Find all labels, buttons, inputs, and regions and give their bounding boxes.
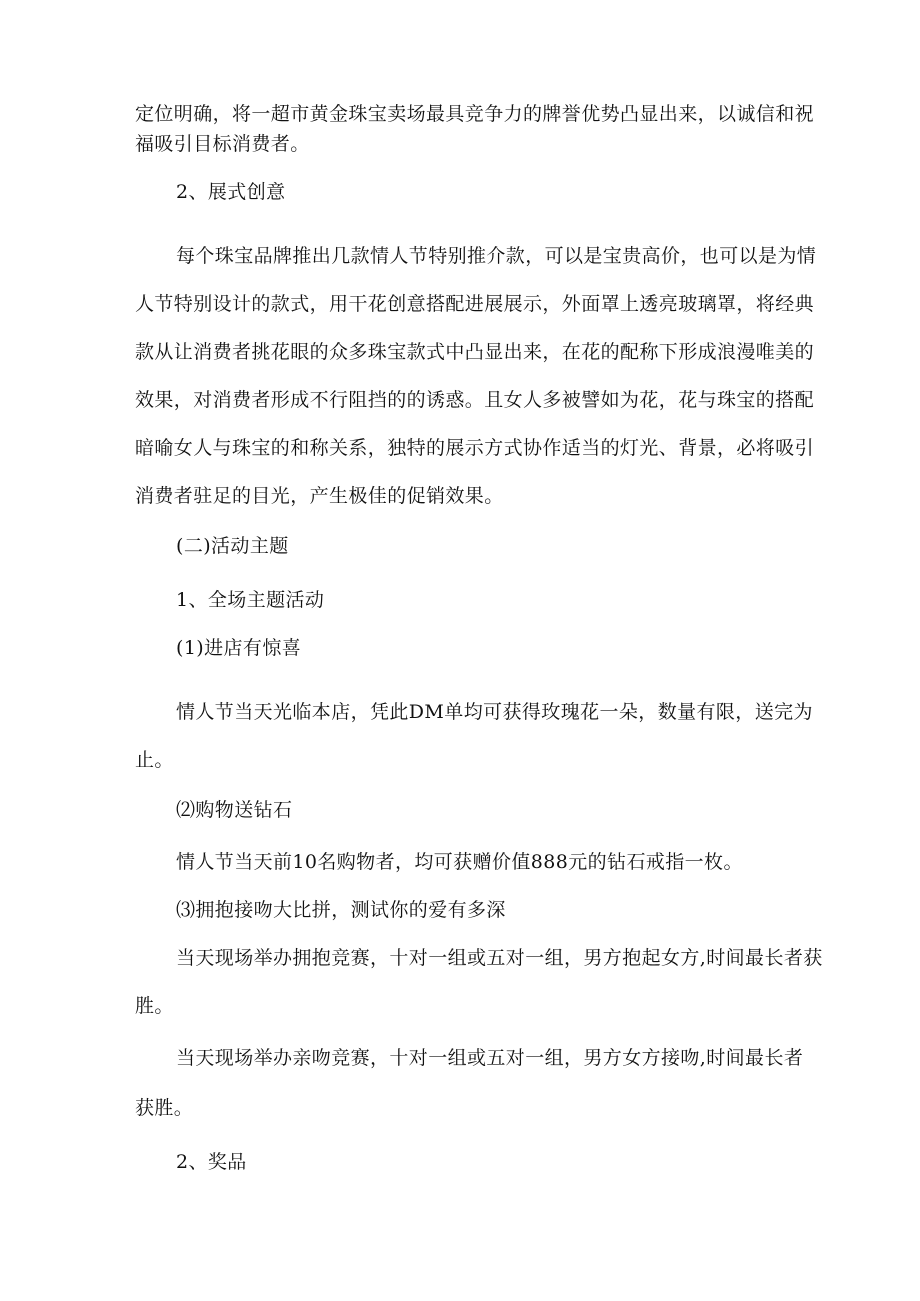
paragraph-exhibit-line-1: 每个珠宝品牌推出几款情人节特别推介款，可以是宝贵高价，也可以是为情 [176,245,817,267]
paragraph-surprise-line-2: 止。 [135,749,174,771]
paragraph-kiss-line-1: 当天现场举办亲吻竞赛，十对一组或五对一组，男方女方接吻,时间最长者 [176,1047,804,1069]
heading-activity-theme: (二)活动主题 [176,535,289,557]
paragraph-exhibit-line-3: 款从让消费者挑花眼的众多珠宝款式中凸显出来，在花的配称下形成浪漫唯美的 [135,341,815,363]
heading-exhibit-creative: 2、展式创意 [176,181,286,203]
paragraph-hug-line-1: 当天现场举办拥抱竞赛，十对一组或五对一组，男方抱起女方,时间最长者获 [176,947,823,969]
heading-diamond-gift: ⑵购物送钻石 [176,799,293,821]
paragraph-exhibit-line-2: 人节特别设计的款式，用干花创意搭配进展展示，外面罩上透亮玻璃罩，将经典 [135,293,815,315]
heading-hug-kiss-contest: ⑶拥抱接吻大比拼，测试你的爱有多深 [176,899,506,921]
paragraph-exhibit-line-4: 效果，对消费者形成不行阻挡的的诱惑。且女人多被譬如为花，花与珠宝的搭配 [135,389,815,411]
paragraph-hug-line-2: 胜。 [135,995,174,1017]
paragraph-diamond: 情人节当天前10名购物者，均可获赠价值888元的钻石戒指一枚。 [176,851,743,873]
paragraph-exhibit-line-6: 消费者驻足的目光，产生极佳的促销效果。 [135,485,504,507]
paragraph-surprise-line-1: 情人节当天光临本店，凭此DM单均可获得玫瑰花一朵，数量有限，送完为 [176,701,813,723]
heading-store-surprise: (1)进店有惊喜 [176,637,302,659]
paragraph-exhibit-line-5: 暗喻女人与珠宝的和称关系，独特的展示方式协作适当的灯光、背景，必将吸引 [135,437,815,459]
paragraph-intro-line-2: 福吸引目标消费者。 [135,133,310,155]
paragraph-intro-line-1: 定位明确，将一超市黄金珠宝卖场最具竞争力的牌誉优势凸显出来，以诚信和祝 [135,103,815,125]
paragraph-kiss-line-2: 获胜。 [135,1097,194,1119]
heading-prizes: 2、奖品 [176,1151,247,1173]
heading-full-store-activity: 1、全场主题活动 [176,589,325,611]
